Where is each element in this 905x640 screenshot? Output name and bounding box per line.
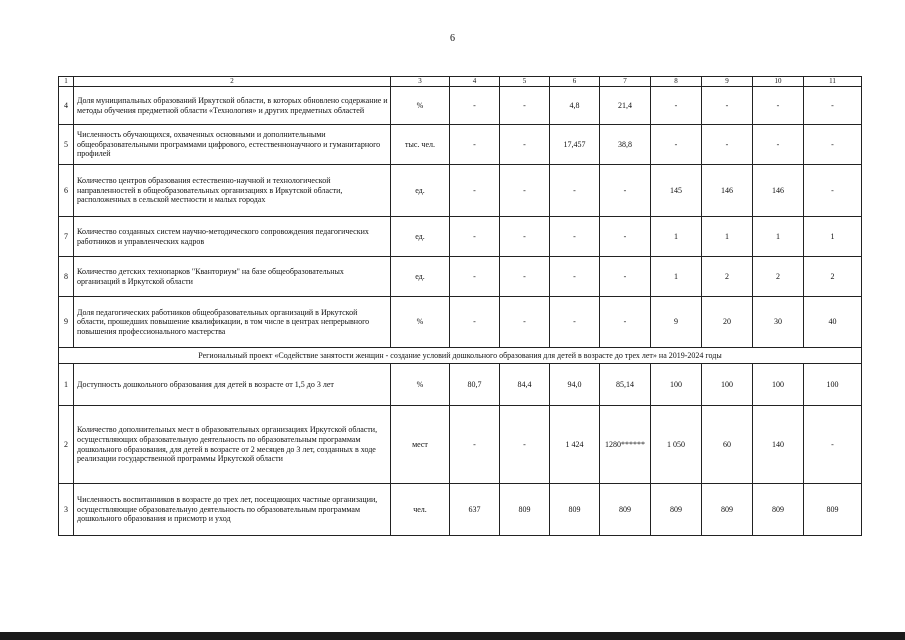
section-title: Региональный проект «Содействие занятости женщин - создание условий дошкольного образования для детей в возрасте до трех лет» на 2019-2024 годы [59,348,862,364]
value-cell: 146 [753,165,804,217]
value-cell: 809 [804,484,862,536]
value-cell: - [500,217,550,257]
value-cell: - [500,125,550,165]
table-row [59,257,862,297]
table-row [59,87,862,125]
value-cell: - [450,406,500,484]
value-cell: 1 [651,257,702,297]
value-cell: - [702,87,753,125]
row-number: 1 [59,364,74,406]
column-number: 5 [500,77,550,87]
value-cell: - [651,125,702,165]
table-row [59,297,862,348]
value-cell: 84,4 [500,364,550,406]
value-cell: - [450,165,500,217]
value-cell: - [450,217,500,257]
unit-cell: ед. [391,165,450,217]
value-cell: - [600,257,651,297]
value-cell: 38,8 [600,125,651,165]
value-cell: 100 [804,364,862,406]
value-cell: 809 [600,484,651,536]
value-cell: 40 [804,297,862,348]
value-cell: - [600,165,651,217]
value-cell: 1 [702,217,753,257]
value-cell: - [450,257,500,297]
column-number: 11 [804,77,862,87]
value-cell: - [804,125,862,165]
value-cell: 30 [753,297,804,348]
unit-cell: % [391,364,450,406]
unit-cell: ед. [391,217,450,257]
value-cell: 809 [550,484,600,536]
value-cell: 85,14 [600,364,651,406]
value-cell: - [550,297,600,348]
value-cell: - [804,406,862,484]
column-number: 8 [651,77,702,87]
indicator-name: Доступность дошкольного образования для детей в возрасте от 1,5 до 3 лет [74,364,391,406]
value-cell: - [702,125,753,165]
unit-cell: % [391,87,450,125]
value-cell: 100 [702,364,753,406]
row-number: 3 [59,484,74,536]
value-cell: 809 [500,484,550,536]
value-cell: - [500,297,550,348]
unit-cell: ед. [391,257,450,297]
value-cell: 60 [702,406,753,484]
value-cell: - [600,217,651,257]
indicators-table [58,76,862,536]
value-cell: - [550,165,600,217]
table-row [59,484,862,536]
value-cell: 1 [804,217,862,257]
value-cell: 9 [651,297,702,348]
indicator-name: Количество центров образования естественно-научной и технологической направленностей в общеобразовательных организациях в Иркутской области, расположенных в сельской местности и малых городах [74,165,391,217]
value-cell: - [804,165,862,217]
column-number: 9 [702,77,753,87]
row-number: 2 [59,406,74,484]
value-cell: 20 [702,297,753,348]
row-number: 8 [59,257,74,297]
value-cell: 100 [753,364,804,406]
unit-cell: % [391,297,450,348]
column-number: 6 [550,77,600,87]
unit-cell: чел. [391,484,450,536]
indicator-name: Количество дополнительных мест в образовательных организациях Иркутской области, осуществляющих образовательную деятельность по образовательным программам дошкольного образования, для детей в возрасте от 2 месяцев до 3 лет, созданных в ходе реализации государственной программы Иркутской области [74,406,391,484]
value-cell: - [450,297,500,348]
column-number-row [59,77,862,87]
table-row [59,125,862,165]
value-cell: 140 [753,406,804,484]
column-number: 3 [391,77,450,87]
unit-cell: мест [391,406,450,484]
value-cell: - [753,87,804,125]
value-cell: 1 424 [550,406,600,484]
value-cell: - [500,87,550,125]
table-row [59,217,862,257]
page-number: 6 [450,33,455,44]
value-cell: 809 [651,484,702,536]
table-row [59,406,862,484]
column-number: 1 [59,77,74,87]
value-cell: 146 [702,165,753,217]
value-cell: 4,8 [550,87,600,125]
row-number: 5 [59,125,74,165]
value-cell: - [500,406,550,484]
value-cell: 1 [753,217,804,257]
value-cell: 145 [651,165,702,217]
row-number: 4 [59,87,74,125]
row-number: 9 [59,297,74,348]
indicator-name: Количество созданных систем научно-методического сопровождения педагогических работников и управленческих кадров [74,217,391,257]
value-cell: 2 [804,257,862,297]
value-cell: - [500,257,550,297]
value-cell: - [600,297,651,348]
column-number: 4 [450,77,500,87]
value-cell: - [550,257,600,297]
value-cell: 809 [753,484,804,536]
indicator-name: Численность воспитанников в возрасте до трех лет, посещающих частные организации, осуществляющие образовательную деятельность по образовательным программам дошкольного образования и присмотр и уход [74,484,391,536]
value-cell: 1 [651,217,702,257]
scan-bottom-edge [0,632,905,640]
value-cell: - [651,87,702,125]
section-header-row [59,348,862,364]
column-number: 7 [600,77,651,87]
indicator-name: Количество детских технопарков "Кванториум" на базе общеобразовательных организаций в Иркутской области [74,257,391,297]
value-cell: 100 [651,364,702,406]
value-cell: 809 [702,484,753,536]
value-cell: 80,7 [450,364,500,406]
value-cell: - [753,125,804,165]
value-cell: 94,0 [550,364,600,406]
table-row [59,165,862,217]
column-number: 10 [753,77,804,87]
value-cell: 637 [450,484,500,536]
column-number: 2 [74,77,391,87]
value-cell: - [500,165,550,217]
value-cell: - [450,87,500,125]
value-cell: 1280****** [600,406,651,484]
row-number: 6 [59,165,74,217]
indicator-name: Численность обучающихся, охваченных основными и дополнительными общеобразовательными программами цифрового, естественнонаучного и гуманитарного профилей [74,125,391,165]
value-cell: 2 [753,257,804,297]
value-cell: - [550,217,600,257]
value-cell: - [804,87,862,125]
value-cell: 1 050 [651,406,702,484]
indicator-name: Доля муниципальных образований Иркутской области, в которых обновлено содержание и методы обучения предметной области «Технология» и других предметных областей [74,87,391,125]
indicator-name: Доля педагогических работников общеобразовательных организаций в Иркутской области, прошедших повышение квалификации, в том числе в центрах непрерывного повышения профессионального мастерства [74,297,391,348]
row-number: 7 [59,217,74,257]
unit-cell: тыс. чел. [391,125,450,165]
value-cell: - [450,125,500,165]
value-cell: 21,4 [600,87,651,125]
value-cell: 2 [702,257,753,297]
table-row [59,364,862,406]
value-cell: 17,457 [550,125,600,165]
